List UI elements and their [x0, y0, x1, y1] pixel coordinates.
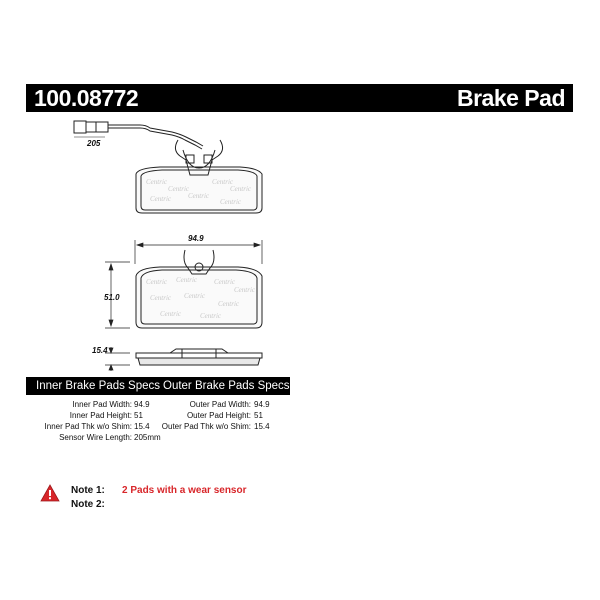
specs-header-bar — [26, 377, 290, 395]
inner-specs-heading: Inner Brake Pads Specs — [36, 380, 161, 392]
spec-value: 15.4 — [254, 422, 270, 431]
spec-value: 15.4 — [134, 422, 150, 431]
notes-section — [40, 483, 340, 513]
spec-label: Outer Pad Height: — [186, 411, 251, 420]
brake-pad-drawing — [0, 112, 600, 377]
svg-text:Centric: Centric — [188, 192, 209, 200]
spec-value: 51 — [254, 411, 263, 420]
outer-specs-heading: Outer Brake Pads Specs — [163, 380, 290, 392]
outer-specs-list — [0, 400, 320, 440]
note1-label: Note 1: — [71, 485, 105, 496]
width-dimension — [135, 240, 262, 264]
svg-text:Centric: Centric — [220, 198, 241, 206]
spec-label: Inner Pad Thk w/o Shim: — [44, 422, 132, 431]
thickness-dimension — [105, 347, 130, 371]
svg-text:Centric: Centric — [150, 195, 171, 203]
svg-text:Centric: Centric — [212, 178, 233, 186]
pad-side-view — [136, 349, 262, 365]
svg-text:Centric: Centric — [200, 312, 221, 320]
svg-text:Centric: Centric — [168, 185, 189, 193]
svg-text:Centric: Centric — [160, 310, 181, 318]
width-label: 94.9 — [188, 234, 204, 243]
product-type: Brake Pad — [456, 85, 565, 111]
note1-text: 2 Pads with a wear sensor — [122, 485, 247, 496]
svg-text:Centric: Centric — [150, 294, 171, 302]
height-label: 51.0 — [104, 293, 120, 302]
spec-value: 94.9 — [134, 400, 150, 409]
svg-text:Centric: Centric — [184, 292, 205, 300]
spec-label: Outer Pad Thk w/o Shim: — [161, 422, 251, 431]
svg-text:Centric: Centric — [176, 276, 197, 284]
svg-text:Centric: Centric — [146, 278, 167, 286]
spec-label: Outer Pad Width: — [189, 400, 251, 409]
svg-text:Centric: Centric — [146, 178, 167, 186]
svg-text:Centric: Centric — [234, 286, 255, 294]
warning-triangle-icon — [40, 484, 60, 502]
spec-value: 94.9 — [254, 400, 270, 409]
spec-label: Inner Pad Width: — [72, 400, 132, 409]
note2-label: Note 2: — [71, 499, 105, 510]
spec-value: 205mm — [134, 433, 161, 442]
svg-text:Centric: Centric — [218, 300, 239, 308]
sensor-length-label: 205 — [87, 139, 101, 148]
spec-label: Sensor Wire Length: — [59, 433, 132, 442]
svg-text:Centric: Centric — [230, 185, 251, 193]
spec-label: Inner Pad Height: — [69, 411, 132, 420]
thickness-label: 15.4 — [92, 346, 108, 355]
spec-value: 51 — [134, 411, 143, 420]
svg-text:Centric: Centric — [214, 278, 235, 286]
header-bar — [26, 84, 573, 112]
part-number: 100.08772 — [34, 85, 139, 111]
